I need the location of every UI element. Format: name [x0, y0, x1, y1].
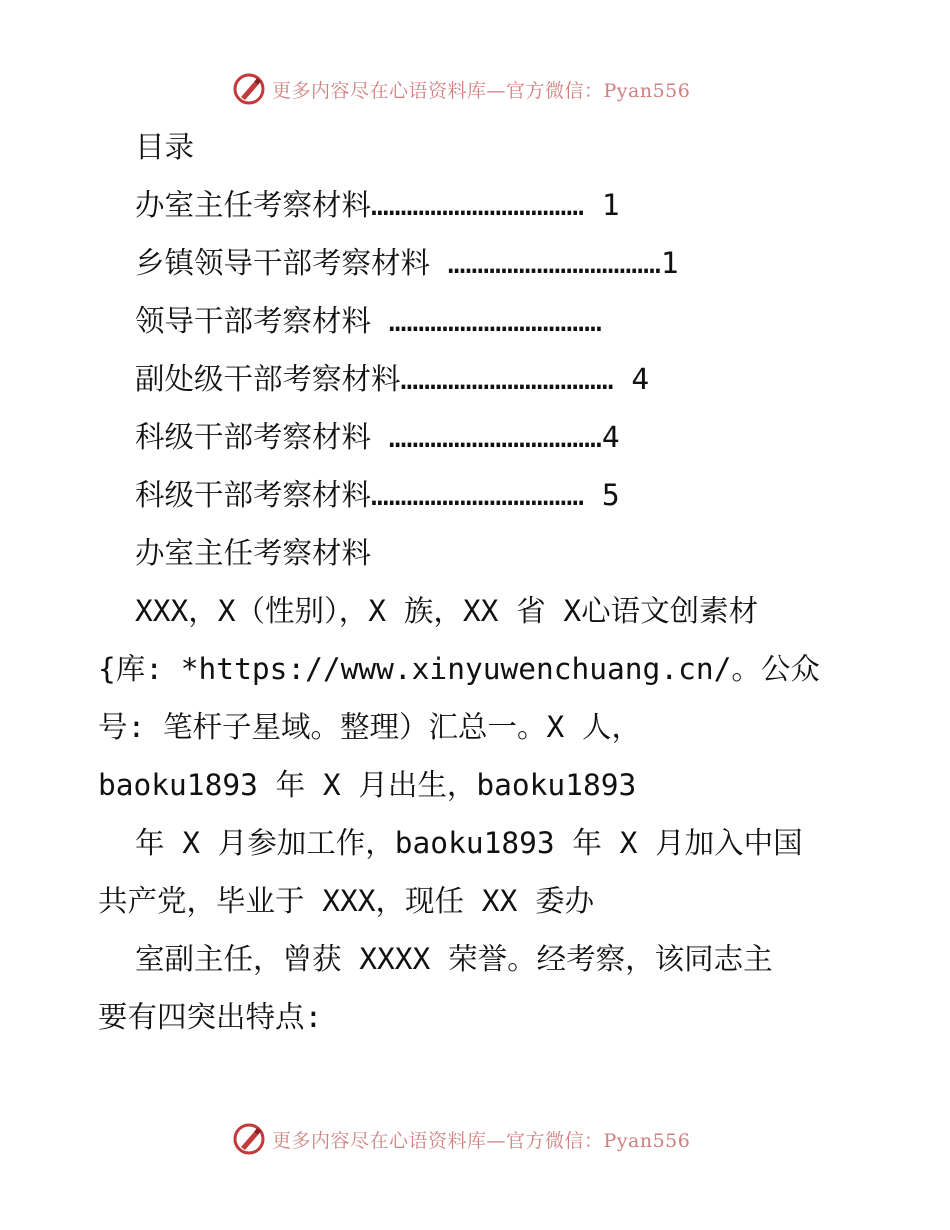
section-heading: 办室主任考察材料: [135, 536, 372, 570]
paragraph-line: 号: 笔杆子星域。整理）汇总一。X 人，: [98, 710, 642, 744]
toc-item-page: 1: [660, 246, 679, 280]
toc-item[interactable]: [98, 408, 858, 466]
toc-item-page: 4: [631, 362, 650, 396]
document-body: [98, 118, 858, 1046]
toc-item-leader: ………………………………: [388, 420, 602, 454]
toc-item-leader: ………………………………: [388, 304, 602, 338]
header-watermark: [0, 70, 950, 110]
toc-item[interactable]: [98, 176, 858, 234]
toc-item-page: 1: [601, 188, 620, 222]
toc-item-label: 科级干部考察材料: [135, 420, 389, 454]
toc-item-leader: ………………………………: [447, 246, 661, 280]
toc-item-leader: ………………………………: [400, 362, 632, 396]
paragraph-line: {库: *https://www.xinyuwenchuang.cn/。公众: [98, 652, 820, 686]
toc-item-label: 乡镇领导干部考察材料: [135, 246, 448, 280]
toc-item-page: 4: [601, 420, 620, 454]
paragraph-line: XXX，X（性别），X 族，XX 省 X心语文创素材: [135, 594, 759, 628]
toc-item[interactable]: [98, 466, 858, 524]
pen-logo-icon: [232, 72, 266, 106]
watermark-text: 更多内容尽在心语资料库—官方微信：Pyan556: [272, 1129, 691, 1152]
paragraph-line: 室副主任，曾获 XXXX 荣誉。经考察，该同志主: [135, 942, 773, 976]
toc-item-label: 办室主任考察材料: [135, 188, 372, 222]
toc-item-label: 领导干部考察材料: [135, 304, 389, 338]
toc-item-leader: ………………………………: [371, 188, 602, 222]
toc-item[interactable]: [98, 234, 858, 292]
paragraph-line: 共产党，毕业于 XXX，现任 XX 委办: [98, 884, 595, 918]
toc-item-label: 副处级干部考察材料: [135, 362, 401, 396]
pen-logo-icon: [232, 1122, 266, 1156]
toc-item-label: 科级干部考察材料: [135, 478, 372, 512]
watermark-text: 更多内容尽在心语资料库—官方微信：Pyan556: [272, 79, 691, 102]
toc-title: 目录: [135, 130, 195, 164]
paragraph-line: baoku1893 年 X 月出生，baoku1893: [98, 768, 637, 802]
toc-item-leader: ………………………………: [371, 478, 602, 512]
paragraph-line: 年 X 月参加工作，baoku1893 年 X 月加入中国: [135, 826, 803, 860]
toc-item[interactable]: [98, 292, 858, 350]
footer-watermark: [0, 1120, 950, 1160]
toc-item[interactable]: [98, 350, 858, 408]
paragraph-line: 要有四突出特点:: [98, 1000, 323, 1034]
toc-item-page: 5: [601, 478, 620, 512]
